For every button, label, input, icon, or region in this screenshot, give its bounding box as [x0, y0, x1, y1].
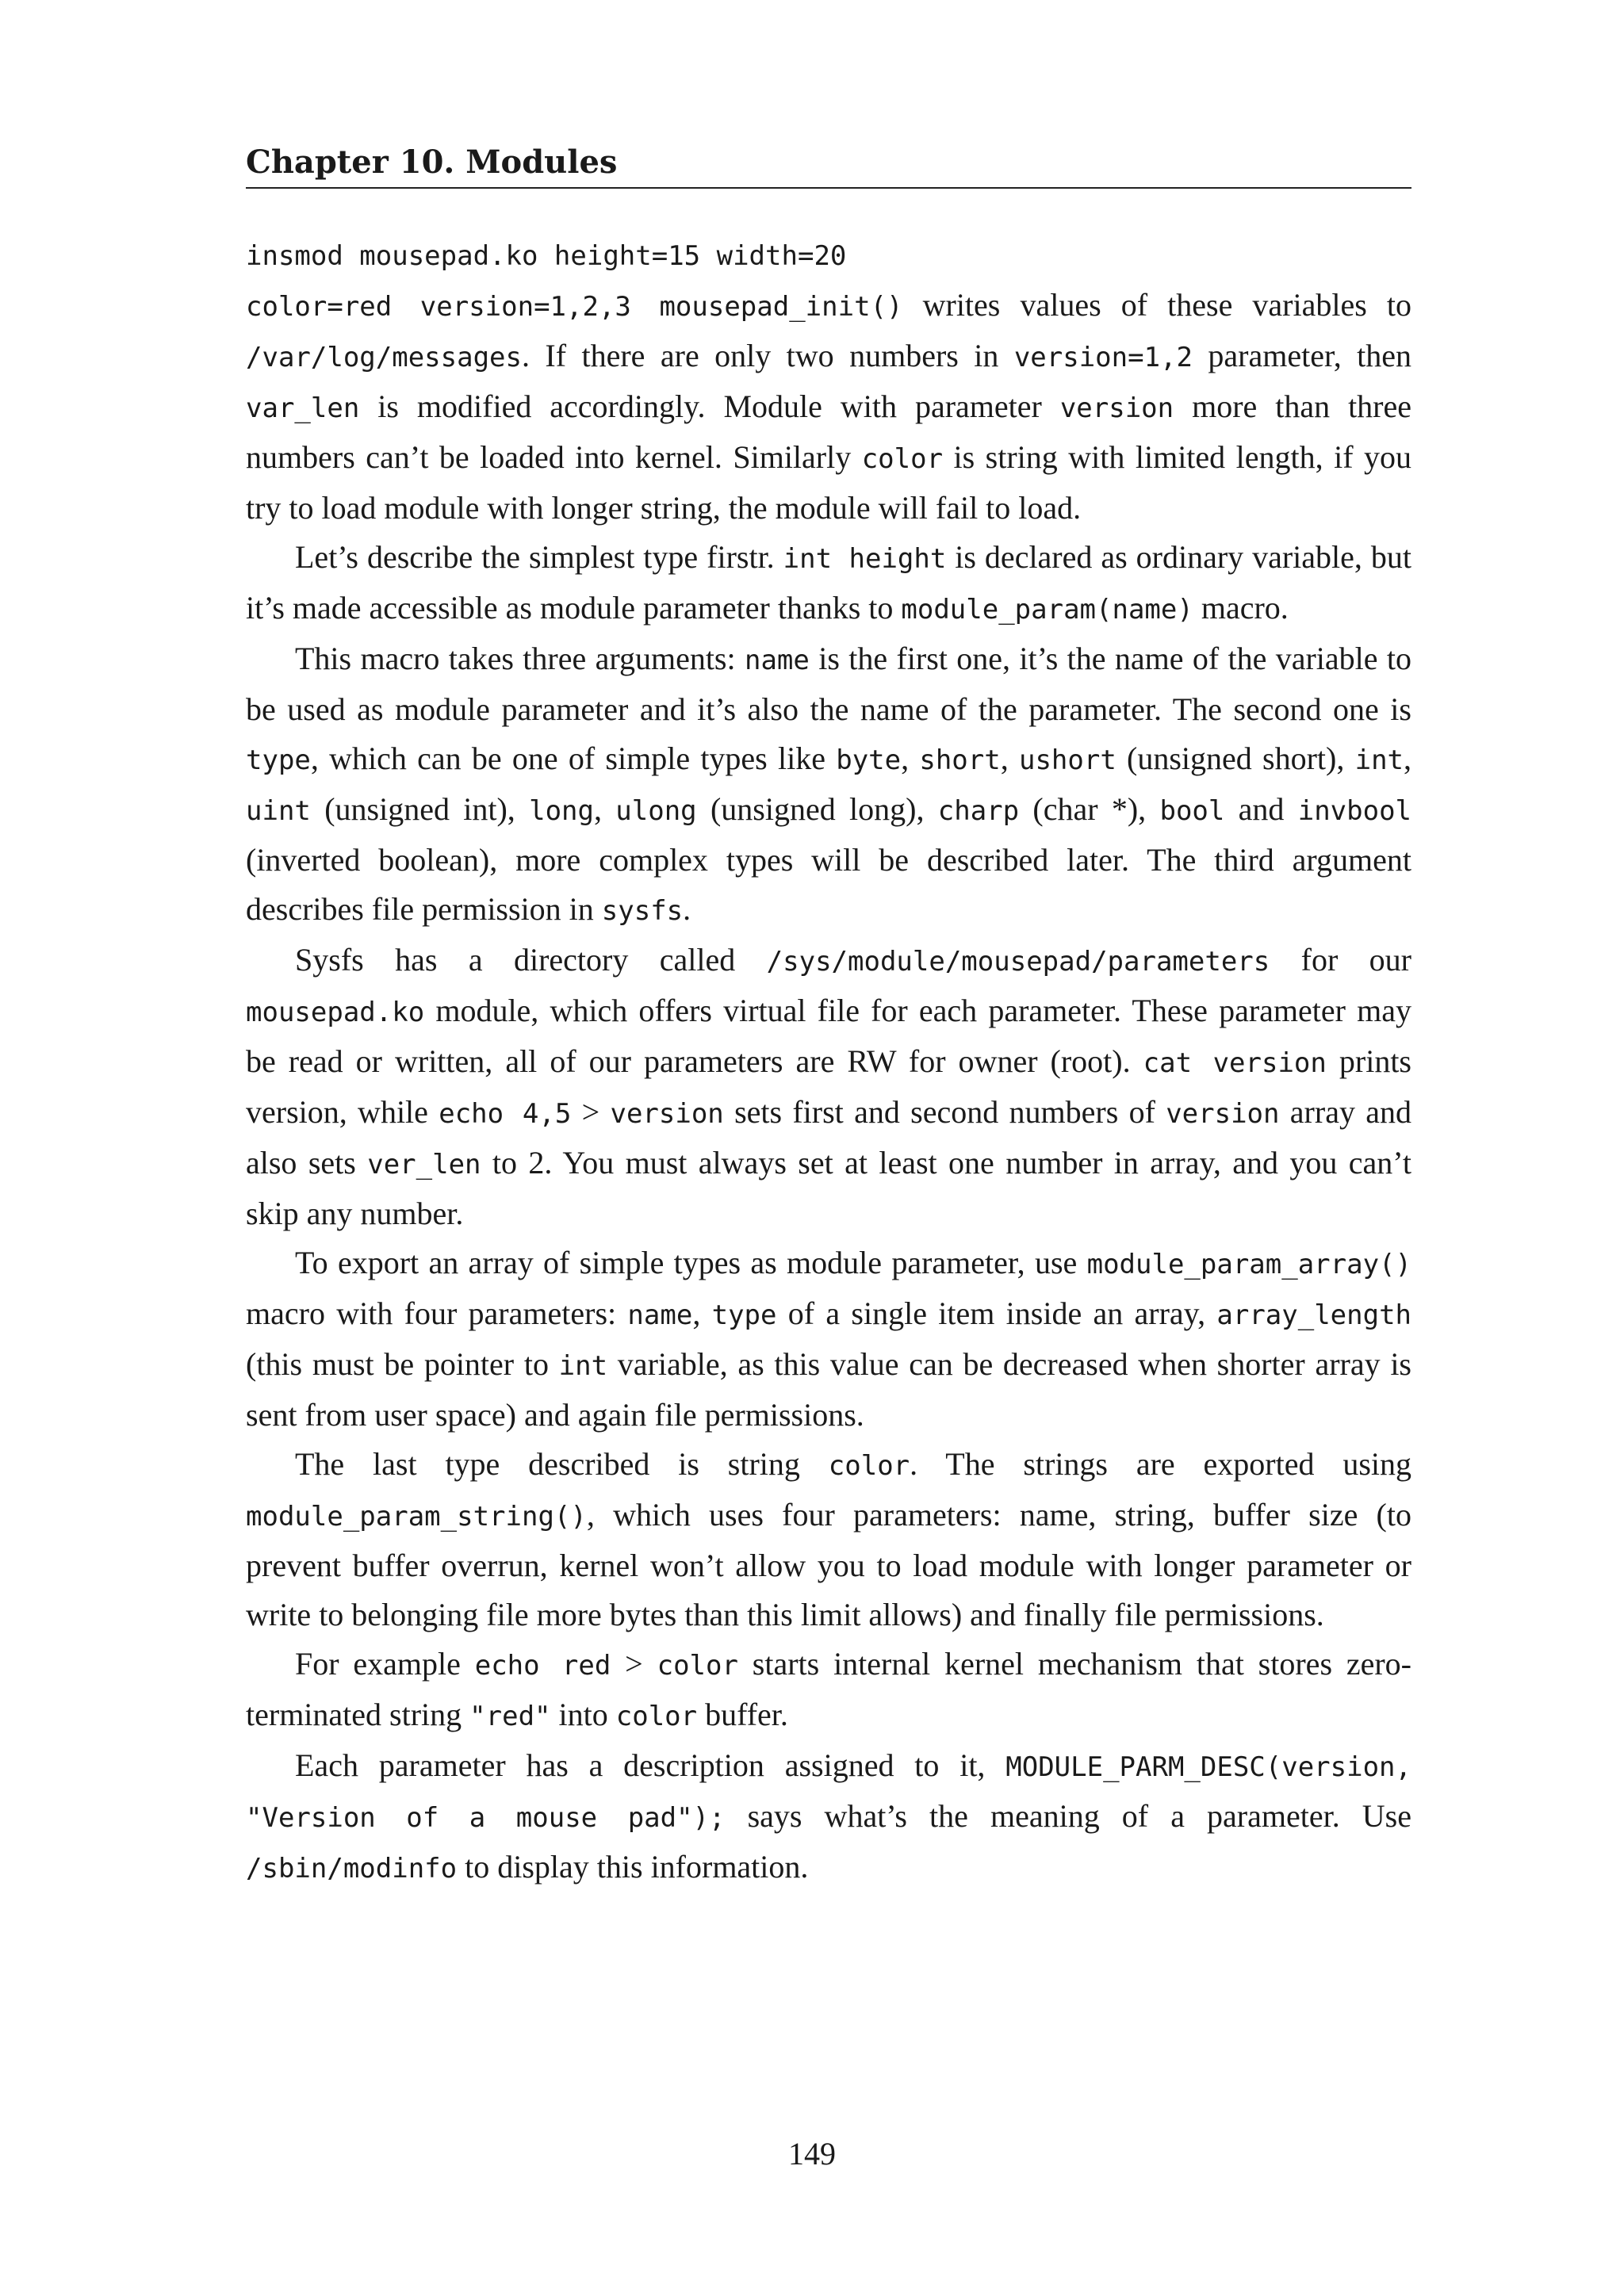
text-run: macro with four parameters: [246, 1295, 628, 1331]
text-run: says what’s the meaning of a parameter. Use [725, 1798, 1411, 1834]
text-run: (unsigned int), [310, 791, 530, 827]
inline-code: int [558, 1350, 608, 1382]
text-run: . If there are only two numbers in [522, 338, 1014, 373]
inline-code: int [1354, 744, 1404, 776]
inline-code: sysfs [601, 895, 684, 927]
text-run: . [683, 891, 691, 927]
text-run: (unsigned short), [1116, 740, 1355, 776]
text-run: , which can be one of simple types like [310, 740, 837, 776]
inline-code: name [627, 1299, 693, 1331]
text-run: (this must be pointer to [246, 1346, 559, 1382]
inline-code: /sbin/modinfo [246, 1853, 458, 1885]
inline-code: var_len [246, 392, 360, 424]
text-run: , [692, 1295, 712, 1331]
text-run: parameter, then [1193, 338, 1412, 373]
text-run: , [901, 740, 920, 776]
text-run: (char *), [1019, 791, 1160, 827]
text-run: , [1404, 740, 1412, 776]
inline-code: version [1166, 1098, 1280, 1130]
text-run: , [1000, 740, 1019, 776]
inline-code: /var/log/messages [246, 342, 522, 373]
text-run: prints version, while [246, 1043, 1412, 1130]
inline-code: echo red [474, 1650, 611, 1682]
text-run: For example [295, 1646, 475, 1682]
text-run: To export an array of simple types as module parameter, use [295, 1245, 1087, 1280]
inline-code: uint [246, 795, 311, 827]
inline-code: color [657, 1650, 738, 1682]
inline-code: color=red version=1,2,3 mousepad_init() [246, 291, 903, 323]
text-run: buffer. [697, 1697, 788, 1732]
inline-code: insmod mousepad.ko height=15 width=20 [246, 240, 847, 272]
text-run: is modified accordingly. Module with parameter [359, 388, 1060, 424]
inline-code: array_length [1216, 1299, 1412, 1331]
code-line [246, 232, 1411, 281]
inline-code: "red" [469, 1701, 551, 1732]
text-run: to display this information. [457, 1849, 809, 1885]
inline-code: mousepad.ko [246, 997, 425, 1028]
inline-code: short [919, 744, 1001, 776]
text-run: , [593, 791, 616, 827]
text-run: and [1224, 791, 1298, 827]
inline-code: color [615, 1701, 698, 1732]
paragraph [246, 1238, 1411, 1440]
inline-code: version [1059, 392, 1174, 424]
inline-code: type [711, 1299, 777, 1331]
text-run: > [571, 1094, 611, 1130]
text-run: Each parameter has a description assigned to it, [295, 1747, 1006, 1783]
paragraph [246, 1640, 1411, 1741]
text-run: Let’s describe the simplest type firstr. [295, 539, 783, 575]
inline-code: color [828, 1450, 910, 1482]
text-run: variable, as this value can be decreased when shorter array is sent from user space) and again file permissions. [246, 1346, 1411, 1433]
inline-code: /sys/module/mousepad/parameters [766, 946, 1270, 978]
inline-code: version [610, 1098, 724, 1130]
text-run: into [550, 1697, 616, 1732]
inline-code: ulong [615, 795, 697, 827]
paragraph [246, 936, 1411, 1238]
text-run: module, which offers virtual file for each parameter. These parameter may be read or written, all of our parameters are RW for owner (root). [246, 993, 1411, 1079]
inline-code: MODULE_PARM_DESC(version, "Version of a mouse pad"); [246, 1751, 1411, 1834]
text-run: of a single item inside an array, [776, 1295, 1217, 1331]
inline-code: int height [783, 543, 947, 575]
inline-code: byte [836, 744, 902, 776]
paragraph [246, 634, 1411, 936]
inline-code: cat version [1143, 1047, 1327, 1079]
inline-code: echo 4,5 [439, 1098, 572, 1130]
text-run: is string with limited length, if you try to load module with longer string, the module will fail to load. [246, 439, 1411, 526]
inline-code: ver_len [367, 1149, 481, 1181]
text-run: , which uses four parameters: name, string, buffer size (to prevent buffer overrun, kernel won’t allow you to load module with longer parameter or write to belonging file more bytes than this limit allows) and finally file permissions. [246, 1497, 1411, 1632]
text-run: to 2. You must always set at least one number in array, and you can’t skip any number. [246, 1145, 1412, 1231]
text-run: This macro takes three arguments: [295, 641, 745, 676]
page-number: 149 [788, 2136, 836, 2172]
text-run: (inverted boolean), more complex types will be described later. The third argument describes file permission in [246, 842, 1411, 927]
chapter-title: Chapter 10. Modules [246, 144, 618, 181]
text-run: > [611, 1646, 657, 1682]
running-header [246, 141, 1411, 189]
inline-code: module_param_string() [246, 1501, 587, 1533]
inline-code: type [246, 744, 311, 776]
inline-code: name [744, 645, 810, 676]
text-run: starts internal kernel mechanism that stores zero-terminated string [246, 1646, 1411, 1732]
paragraph [246, 1440, 1411, 1640]
text-run: sets first and second numbers of [723, 1094, 1166, 1130]
text-run: array and also sets [246, 1094, 1412, 1181]
inline-code: charp [937, 795, 1020, 827]
text-run: more than three numbers can’t be loaded into kernel. Similarly [246, 388, 1412, 475]
text-run: (unsigned long), [696, 791, 938, 827]
text-run: Sysfs has a directory called [295, 942, 767, 978]
text-run: writes values of these variables to [902, 287, 1412, 323]
body-text [246, 232, 1411, 1893]
paragraph [246, 281, 1411, 533]
paragraph [246, 1741, 1411, 1893]
text-run: is the first one, it’s the name of the variable to be used as module parameter and it’s also the name of the parameter. The second one is [246, 641, 1411, 727]
inline-code: ushort [1018, 744, 1116, 776]
text-run: macro. [1193, 590, 1289, 626]
inline-code: module_param(name) [901, 594, 1193, 626]
inline-code: long [529, 795, 594, 827]
inline-code: invbool [1297, 795, 1412, 827]
inline-code: module_param_array() [1086, 1249, 1411, 1280]
text-run: The last type described is string [295, 1446, 829, 1482]
text-run: . The strings are exported using [910, 1446, 1412, 1482]
text-run: is declared as ordinary variable, but it’s made accessible as module parameter thanks to [246, 539, 1411, 626]
inline-code: color [861, 443, 944, 475]
text-run: for our [1270, 942, 1412, 978]
inline-code: bool [1159, 795, 1225, 827]
inline-code: version=1,2 [1013, 342, 1193, 373]
paragraph [246, 533, 1411, 634]
